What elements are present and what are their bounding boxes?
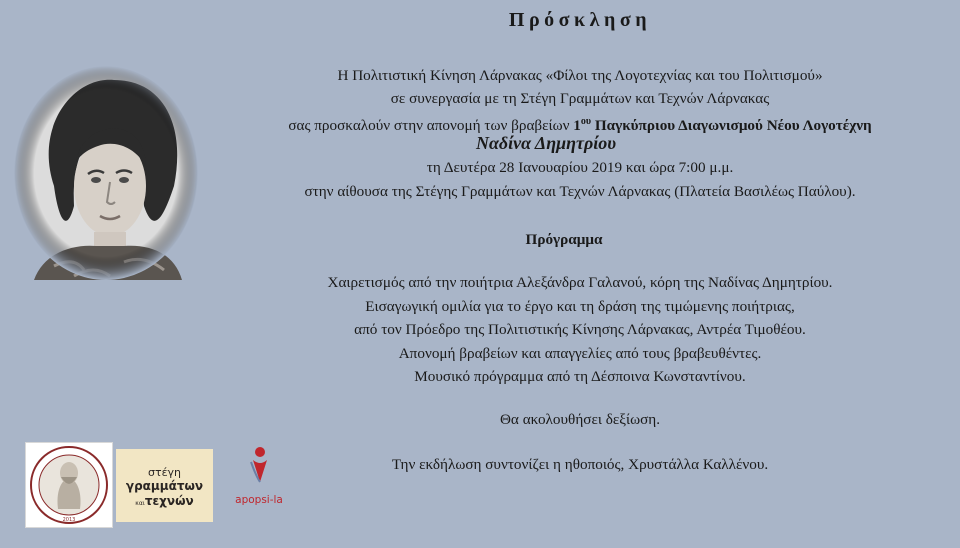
stegi-grammaton-logo	[116, 449, 213, 522]
program-item: Εισαγωγική ομιλία για το έργο και τη δράση της τιμώμενης ποιήτριας,	[365, 298, 795, 315]
program-heading: Πρόγραμμα	[525, 231, 603, 248]
stegi-logo-line3	[116, 494, 213, 508]
date-line: τη Δευτέρα 28 Ιανουαρίου 2019 και ώρα 7:00 μ.μ.	[426, 159, 734, 176]
collaboration-line: σε συνεργασία με τη Στέγη Γραμμάτων και Τεχνών Λάρνακας	[390, 90, 770, 107]
competition-name: Παγκύπριου Διαγωνισμού Νέου Λογοτέχνη	[591, 117, 872, 135]
apopsi-figure-icon	[224, 442, 294, 492]
award-line	[200, 113, 960, 135]
svg-text:2013: 2013	[62, 517, 76, 523]
award-ordinal: 1	[573, 117, 581, 135]
program-item: Απονομή βραβείων και απαγγελίες από τους βραβευθέντες.	[398, 345, 762, 362]
stegi-logo-line2: γραμμάτων	[125, 479, 204, 493]
venue-line: στην αίθουσα της Στέγης Γραμμάτων και Τεχνών Λάρνακας (Πλατεία Βασιλέως Παύλου).	[304, 183, 856, 200]
stegi-logo-kai: και	[135, 500, 145, 507]
coordinator-note: Την εκδήλωση συντονίζει η ηθοποιός, Χρυστάλλα Καλλένου.	[391, 456, 769, 473]
reception-note: Θα ακολουθήσει δεξίωση.	[499, 411, 661, 428]
apopsi-la-logo	[224, 442, 294, 512]
honoree-name: Ναδίνα Δημητρίου	[475, 133, 617, 153]
award-ordinal-suffix: ου	[580, 116, 592, 127]
program-item: Μουσικό πρόγραμμα από τη Δέσποινα Κωνσταντίνου.	[414, 368, 746, 385]
invitation-document	[200, 0, 960, 548]
program-item: από τον Πρόεδρο της Πολιτιστικής Κίνησης Λάρνακας, Αντρέα Τιμοθέου.	[354, 321, 806, 338]
apopsi-logo-text: apopsi-la	[235, 494, 283, 506]
society-seal-logo	[25, 442, 113, 528]
organizer-line: Η Πολιτιστική Κίνηση Λάρνακας «Φίλοι της Λογοτεχνίας και του Πολιτισμού»	[337, 67, 823, 84]
stegi-logo-line1: στέγη	[147, 466, 182, 479]
portrait-photo	[14, 66, 198, 280]
invitation-title: Πρόσκληση	[508, 9, 652, 31]
award-line-text: σας προσκαλούν στην απονομή των βραβείων	[288, 117, 574, 135]
program-item: Χαιρετισμός από την ποιήτρια Αλεξάνδρα Γαλανού, κόρη της Ναδίνας Δημητρίου.	[327, 274, 833, 291]
stegi-logo-technon: τεχνών	[144, 494, 194, 508]
